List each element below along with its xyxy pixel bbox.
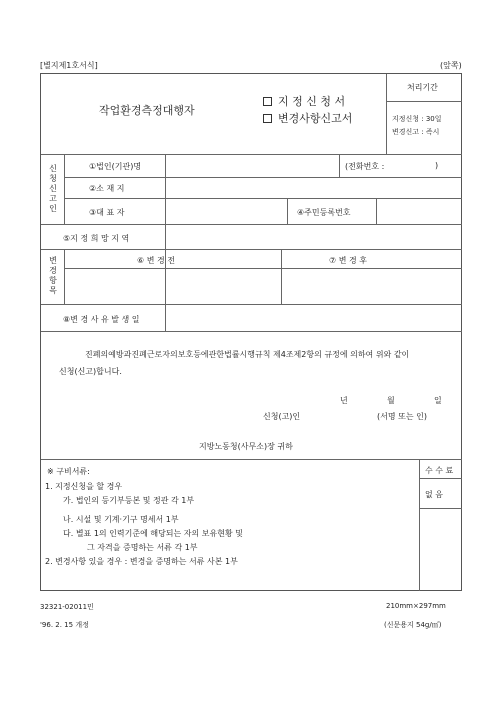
signature-placeholder[interactable]: (서명 또는 인) — [377, 412, 427, 421]
change-report-checkbox[interactable] — [263, 114, 272, 123]
after-change-label: ⑦ 변 경 후 — [329, 256, 367, 265]
date-year: 년 — [340, 396, 348, 405]
application-form — [40, 73, 462, 591]
processing-label: 처리기간 — [407, 83, 438, 92]
document-item: 1. 지정신청을 할 경우 — [45, 482, 123, 491]
corp-name-label: ①법인(기관)명 — [89, 162, 142, 171]
statement-line-1: 진폐의예방과진폐근로자의보호등에관한법률시행규칙 제4조제2항의 규정에 의하여 위와 같이 — [85, 350, 410, 359]
document-item: 가. 법인의 등기부등본 및 정관 각 1부 — [63, 496, 195, 505]
page-side: (앞쪽) — [440, 61, 462, 70]
fee-value: 없 음 — [425, 490, 443, 499]
paper-spec: (신문용지 54g/㎡) — [384, 621, 442, 629]
phone-close: ) — [435, 161, 439, 170]
document-item: 2. 변경사항 있을 경우 : 변경을 증명하는 서류 사본 1부 — [45, 557, 238, 566]
address-label: ②소 재 지 — [89, 184, 125, 193]
change-report-label: 변경사항신고서 — [278, 112, 353, 125]
before-change-field[interactable] — [67, 271, 278, 301]
date-month: 월 — [387, 396, 395, 405]
date-day: 일 — [434, 396, 442, 405]
applicant-section-label: 신 청 신 고 인 — [49, 164, 57, 213]
change-section-label: 변 경 항 목 — [49, 256, 57, 295]
paper-size: 210mm×297mm — [386, 602, 446, 610]
fee-label: 수 수 료 — [425, 466, 454, 475]
reason-date-field[interactable] — [169, 307, 459, 328]
documents-header: ※ 구비서류: — [47, 467, 90, 476]
region-label: ⑤지 정 희 망 지 역 — [63, 234, 130, 243]
after-change-field[interactable] — [284, 271, 459, 301]
form-number: [별지제1호서식] — [40, 61, 98, 70]
designation-label: 지 정 신 청 서 — [278, 95, 346, 108]
form-title: 작업환경측정대행자 — [99, 104, 195, 117]
form-code: 32321-02011민 — [40, 603, 94, 611]
addressee: 지방노동청(사무소)장 귀하 — [199, 442, 293, 451]
revision-date: '96. 2. 15 개정 — [40, 621, 89, 629]
corp-name-field[interactable] — [169, 157, 335, 174]
reason-date-label: ⑧변 경 사 유 발 생 일 — [63, 315, 140, 324]
address-field[interactable] — [169, 180, 459, 196]
resident-number-field[interactable] — [380, 201, 459, 221]
processing-change: 변경신고 : 즉시 — [392, 128, 440, 136]
statement-line-2: 신청(신고)합니다. — [59, 367, 122, 376]
representative-label: ③대 표 자 — [89, 208, 125, 217]
before-change-label: ⑥ 변 경 전 — [137, 256, 175, 265]
designation-checkbox[interactable] — [263, 97, 272, 106]
option-change-report[interactable] — [263, 110, 352, 126]
document-item: 다. 별표 1의 인력기준에 해당되는 자의 보유현황 및 — [63, 529, 243, 538]
resident-number-label: ④주민등록번호 — [297, 208, 351, 217]
representative-field[interactable] — [169, 201, 283, 221]
processing-designation: 지정신청 : 30일 — [392, 115, 442, 123]
document-item: 그 자격을 증명하는 서류 각 1부 — [87, 543, 198, 552]
applicant-signer-label: 신청(고)인 — [263, 412, 301, 421]
region-field[interactable] — [169, 227, 459, 246]
document-item: 나. 시설 및 기계·기구 명세서 1부 — [63, 515, 179, 524]
option-designation[interactable] — [263, 93, 345, 109]
phone-label: (전화번호 : — [345, 162, 385, 171]
